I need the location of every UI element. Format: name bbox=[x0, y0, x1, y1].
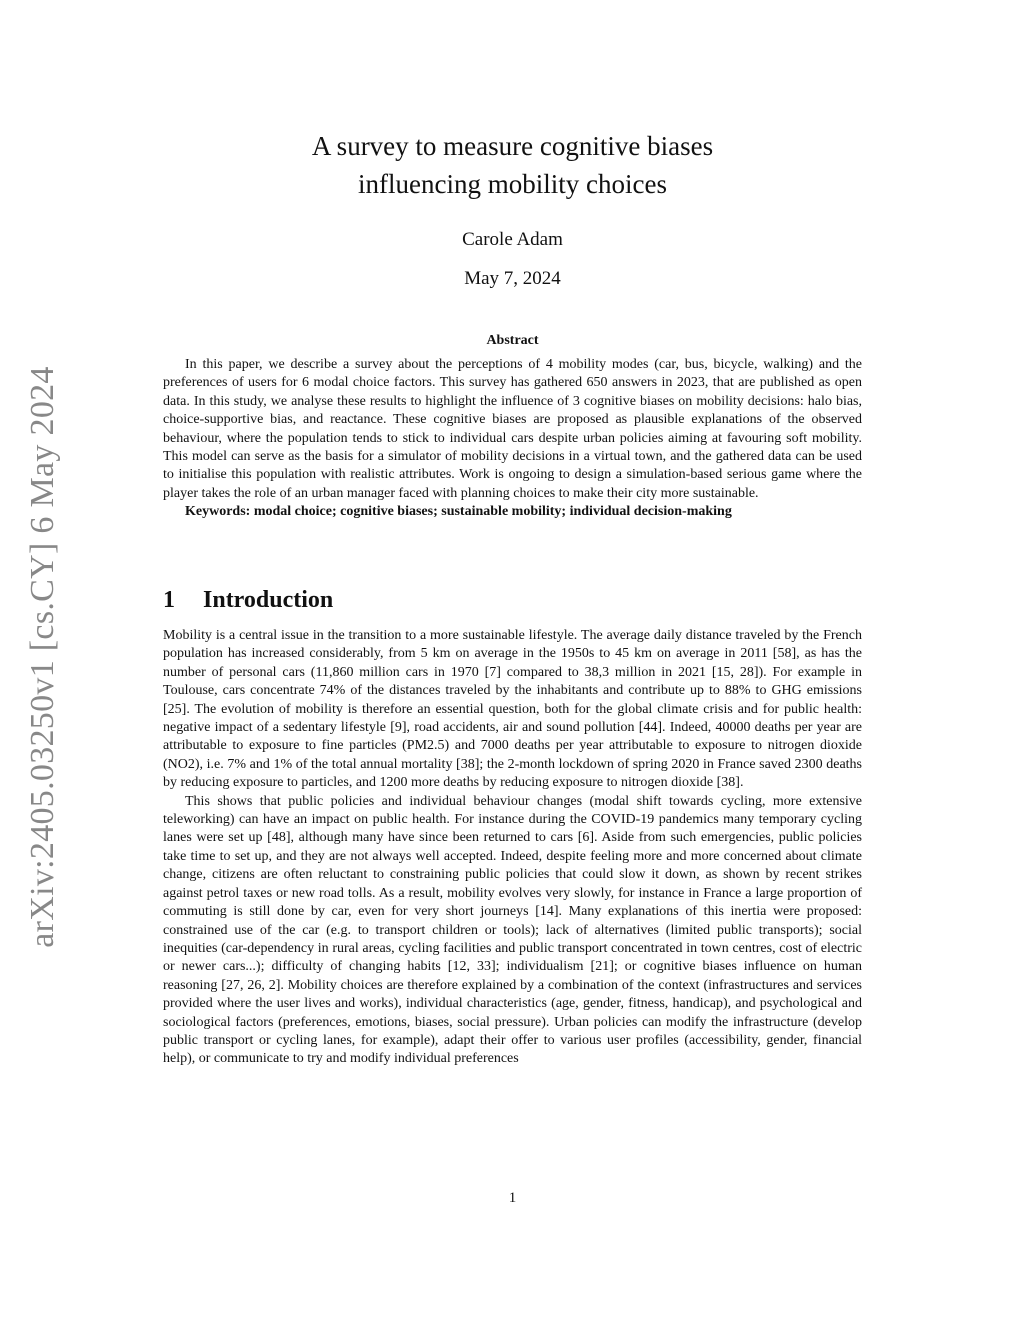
section-number: 1 bbox=[163, 587, 175, 613]
intro-paragraph-2: This shows that public policies and individual behaviour changes (modal shift towards cycling, more extensive teleworking) can have an impact on public health. For instance during the COVID-19 pandemics many temporary cycling lanes were set up [48], although many have since been returned to cars [6]. Aside from such emergencies, public policies take time to set up, and they are not always well accepted. Indeed, despite feeling more and more concerned about climate change, citizens are often reluctant to constraining public policies that could slow it down, as shown by recent strikes against petrol taxes or new road tolls. As a result, mobility evolves very slowly, for instance in France a large proportion of commuting is still done by car, even for very short journeys [14]. Many explanations of this inertia were proposed: constrained use of the car (e.g. to transport children or tools); lack of alternatives (limited public transports); social inequities (car-dependency in rural areas, cycling facilities and public transport concentrated in town centres, cost of electric or newer cars...); difficulty of changing habits [12, 33]; individualism [21]; or cognitive biases influence on human reasoning [27, 26, 2]. Mobility choices are therefore explained by a combination of the context (infrastructures and services provided where the user lives and works), individual characteristics (age, gender, fitness, handicap), and psychological and sociological factors (preferences, emotions, biases, social pressure). Urban policies can modify the infrastructure (develop public transport or cycling lanes, for example), adapt their offer to various user profiles (accessibility, gender, financial help), or communicate to try and modify individual preferences bbox=[163, 793, 862, 1067]
introduction-body bbox=[163, 627, 862, 1069]
paper-title-line-1: A survey to measure cognitive biases bbox=[311, 131, 714, 161]
page-number: 1 bbox=[508, 1190, 517, 1206]
paper-title bbox=[163, 127, 862, 203]
abstract-text: In this paper, we describe a survey about the perceptions of 4 mobility modes (car, bus, bicycle, walking) and the preferences of users for 6 modal choice factors. This survey has gathered 650 answers in 2023, that are published as open data. In this study, we analyse these results to highlight the influence of 3 cognitive biases on mobility decisions: halo bias, choice-supportive bias, and reactance. These cognitive biases are proposed as plausible explanations of the observed behaviour, where the population tends to stick to individual cars despite urban policies aiming at favouring soft mobility. This model can serve as the basis for a simulator of mobility decisions in a virtual town, and the gathered data can be used to initialise this population with realistic attributes. Work is ongoing to design a simulation-based serious game where the player takes the role of an urban manager faced with planning choices to make their city more sustainable. bbox=[163, 357, 862, 501]
abstract-heading: Abstract bbox=[486, 333, 539, 348]
section-heading-introduction bbox=[163, 585, 862, 615]
keywords-line: Keywords: modal choice; cognitive biases; sustainable mobility; individual decision-making bbox=[185, 504, 732, 520]
arxiv-identifier-stamp: arXiv:2405.03250v1 [cs.CY] 6 May 2024 bbox=[24, 366, 61, 948]
intro-paragraph-1: Mobility is a central issue in the transition to a more sustainable lifestyle. The average daily distance traveled by the French population has increased considerably, from 5 km on average in the 1950s to 45 km on average in 2011 [58], as has the number of personal cars (11,860 million cars in 1970 [7] compared to 38,3 million in 2021 [15, 28]). For example in Toulouse, cars concentrate 74% of the distances traveled by the inhabitants and contribute up to 88% to GHG emissions [25]. The evolution of mobility is therefore an essential question, both for the global climate crisis and for public health: negative impact of a sedentary lifestyle [9], road accidents, air and sound pollution [44]. Indeed, 40000 deaths per year are attributable to exposure to fine particles (PM2.5) and 7000 deaths per year attributable to exposure to nitrogen dioxide (NO2), i.e. 7% and 1% of the total annual mortality [38]; the 2-month lockdown of spring 2020 in France saved 2300 deaths by reducing exposure to particles, and 1200 more deaths by reducing exposure to nitrogen dioxide [38]. bbox=[163, 628, 862, 791]
section-title: Introduction bbox=[203, 587, 334, 613]
paper-title-line-2: influencing mobility choices bbox=[358, 169, 667, 199]
author-name: Carole Adam bbox=[462, 229, 563, 250]
publication-date: May 7, 2024 bbox=[464, 268, 561, 289]
abstract-block bbox=[163, 356, 862, 522]
